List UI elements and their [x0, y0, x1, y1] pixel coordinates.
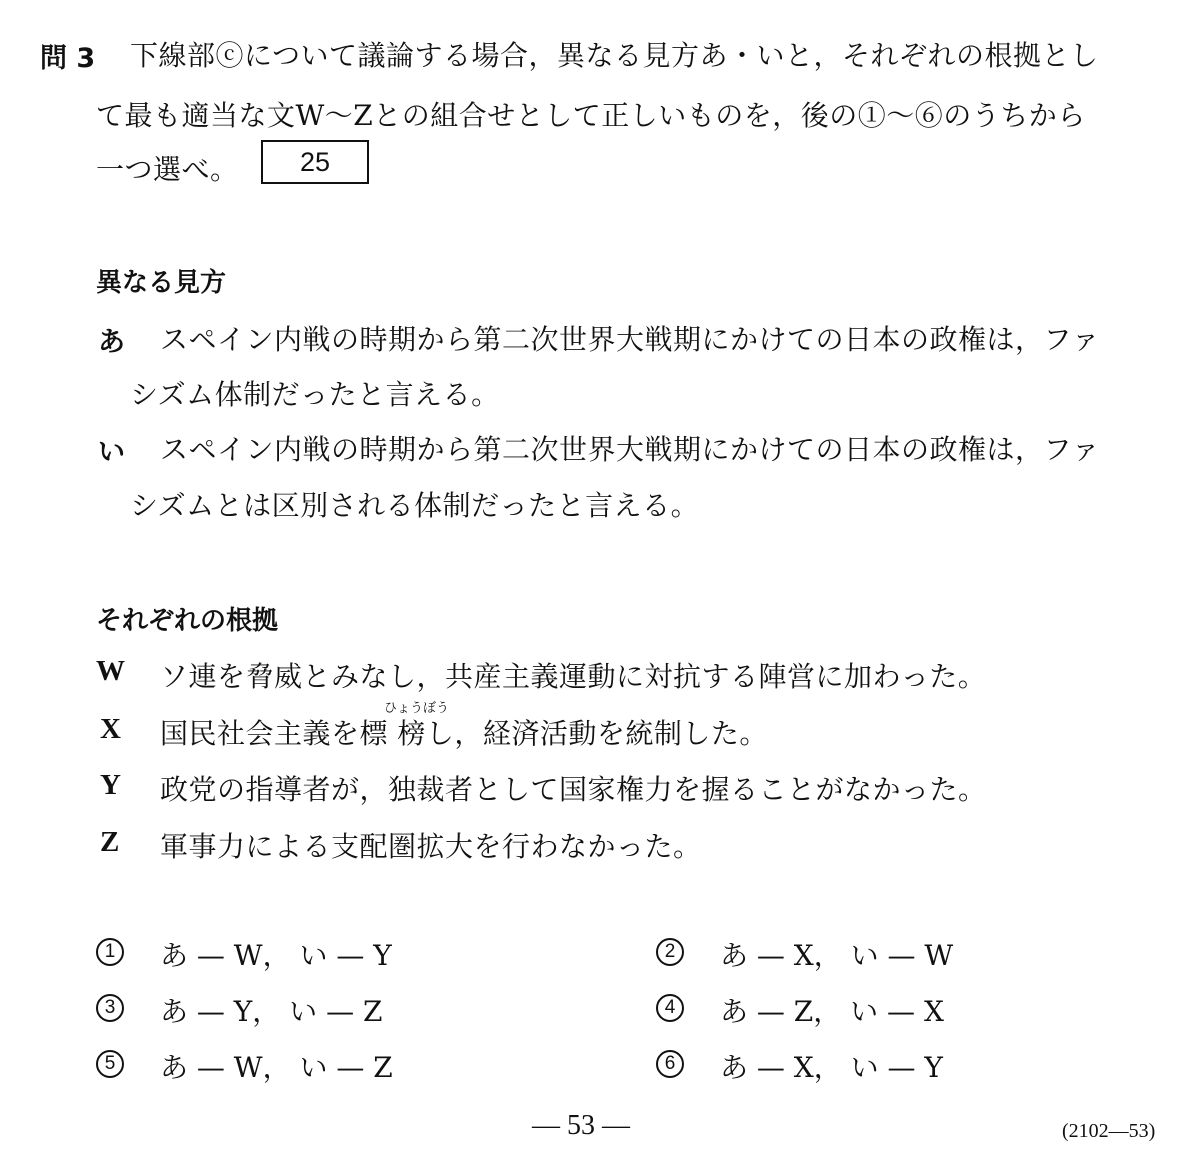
- option-3-text[interactable]: あ — Y， い — Z: [160, 995, 383, 1028]
- question-number: 問 3: [40, 43, 96, 74]
- ground-w-text: ソ連を脅威とみなし，共産主義運動に対抗する陣営に加わった。: [160, 660, 987, 693]
- option-4-text[interactable]: あ — Z， い — X: [720, 995, 944, 1028]
- ground-y-text: 政党の指導者が，独裁者として国家権力を握ることがなかった。: [160, 773, 987, 806]
- option-6-text[interactable]: あ — X， い — Y: [720, 1051, 943, 1084]
- option-1-text[interactable]: あ — W， い — Y: [160, 939, 392, 972]
- question-text-line-1: 下線部ⓒについて議論する場合，異なる見方あ・いと，それぞれの根拠とし: [130, 39, 1099, 72]
- view-i-mark: い: [98, 437, 125, 468]
- option-3-number[interactable]: 3: [96, 994, 124, 1022]
- view-a-text-line-1: スペイン内戦の時期から第二次世界大戦期にかけての日本の政権は，ファ: [160, 323, 1100, 356]
- view-i-text-line-1: スペイン内戦の時期から第二次世界大戦期にかけての日本の政権は，ファ: [160, 433, 1100, 466]
- grounds-heading: それぞれの根拠: [96, 606, 279, 636]
- view-a-text-line-2: シズム体制だったと言える。: [130, 378, 500, 411]
- option-4-number[interactable]: 4: [656, 994, 684, 1022]
- option-2-text[interactable]: あ — X， い — W: [720, 939, 954, 972]
- view-i-text-line-2: シズムとは区別される体制だったと言える。: [130, 489, 700, 522]
- option-5-text[interactable]: あ — W， い — Z: [160, 1051, 393, 1084]
- question-text-line-3: 一つ選べ。: [96, 153, 239, 186]
- answer-number-box: 25: [261, 140, 369, 184]
- ground-x-mark: X: [100, 713, 121, 745]
- ruby-hyoubou: ひょうぼう: [384, 701, 450, 716]
- page-number: — 53 —: [532, 1110, 630, 1141]
- option-2-number[interactable]: 2: [656, 938, 684, 966]
- view-a-mark: あ: [98, 327, 125, 358]
- ground-x-text: 国民社会主義を標 榜し，経済活動を統制した。: [160, 717, 768, 750]
- ground-z-mark: Z: [100, 826, 120, 858]
- option-6-number[interactable]: 6: [656, 1050, 684, 1078]
- views-heading: 異なる見方: [96, 268, 227, 298]
- ground-w-mark: W: [96, 655, 125, 687]
- ground-y-mark: Y: [100, 769, 121, 801]
- ground-z-text: 軍事力による支配圏拡大を行わなかった。: [160, 830, 702, 863]
- exam-code: (2102—53): [1062, 1120, 1156, 1142]
- option-1-number[interactable]: 1: [96, 938, 124, 966]
- option-5-number[interactable]: 5: [96, 1050, 124, 1078]
- question-text-line-2: て最も適当な文W～Zとの組合せとして正しいものを，後の①～⑥のうちから: [96, 99, 1086, 132]
